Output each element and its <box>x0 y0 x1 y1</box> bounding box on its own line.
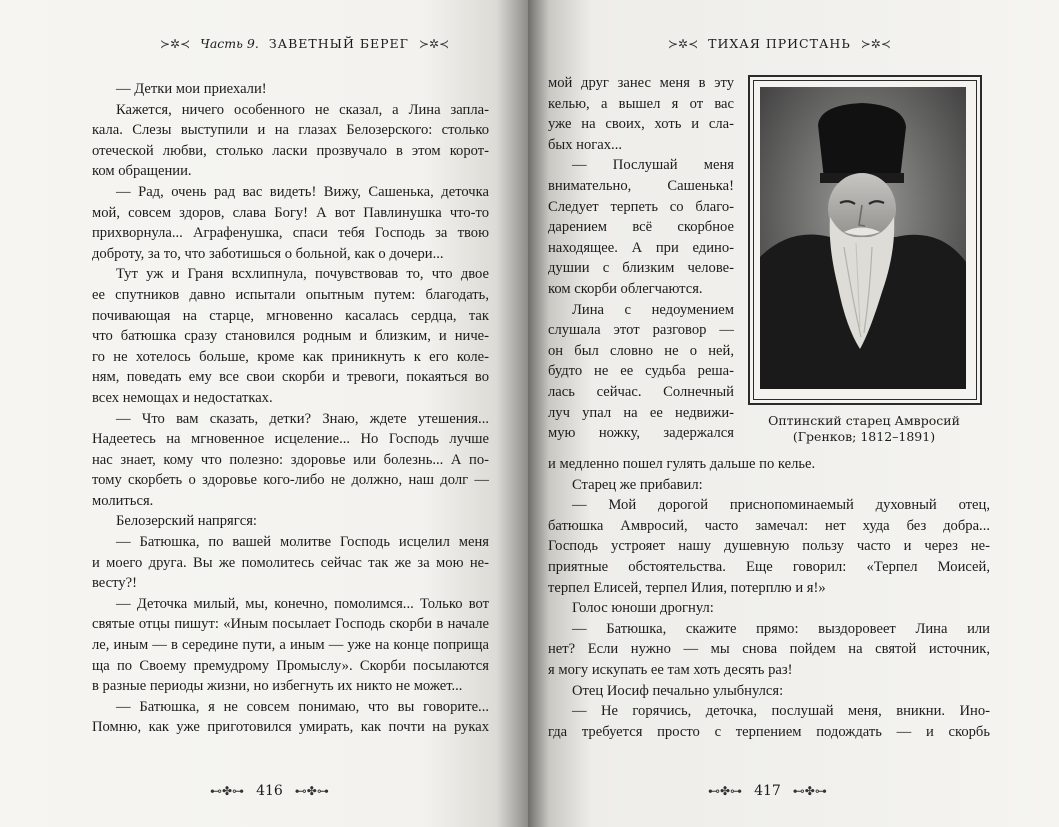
text-line: будто не ее судьба реша- <box>548 363 734 380</box>
text-line: — Батюшка, по вашей молитве Господь исцелил меня <box>116 534 489 551</box>
text-line: — Послушай меня <box>572 157 734 174</box>
text-line: ням, поведать ему все свои скорби и тревоги, покаяться во <box>92 369 489 386</box>
text-line: Тут уж и Граня всхлипнула, почувствовав то, что двое <box>116 266 489 283</box>
left-page <box>0 0 528 827</box>
text-line: что батюшка сразу становился родным и близким, и ниче- <box>92 328 489 345</box>
text-line: луч упал на ее недвижи- <box>548 404 734 421</box>
footer-ornament-right: ⊷✤⊶ <box>792 784 827 798</box>
text-line: ком скорби облегчаются. <box>548 280 703 297</box>
text-line: нас знает, кому что полезно: здоровье или болезнь... А по- <box>92 451 489 468</box>
footer-ornament-left: ⊷✤⊶ <box>210 784 245 798</box>
text-line: — Деточка милый, мы, конечно, помолимся... Только вот <box>116 595 489 612</box>
text-line: Старец же прибавил: <box>572 476 703 493</box>
text-line: нет? Если нужно — мы снова пойдем на святой источник, <box>548 641 990 658</box>
text-line: святые отцы пишут: «Иным посылает Господь скорби в начале <box>92 616 489 633</box>
text-line: душии с близким челове- <box>548 260 734 277</box>
text-line: Голос юноши дрогнул: <box>572 600 714 617</box>
text-line: ща по Своему премудрому Промыслу». Скорби посылаются <box>92 657 489 674</box>
left-footer <box>210 783 329 799</box>
photo-frame <box>748 75 982 405</box>
text-line: — Рад, очень рад вас видеть! Вижу, Сашенька, деточка <box>116 183 489 200</box>
text-line: — Батюшка, я не совсем понимаю, что вы говорите... <box>116 698 489 715</box>
text-line: терпел Елисей, терпел Илия, потерплю и я!» <box>548 579 826 596</box>
text-line: Господь устрояет нашу душевную пользу часто и через не- <box>548 538 990 555</box>
text-line: келью, а вышел я от вас <box>548 95 734 112</box>
portrait-figure <box>748 75 980 445</box>
right-page <box>528 0 1059 827</box>
caption-line: Оптинский старец Амвросий <box>768 413 960 428</box>
text-line: Отец Иосиф печально улыбнулся: <box>572 682 784 699</box>
text-line: Кажется, ничего особенного не сказал, а Лина запла- <box>116 101 489 118</box>
header-ornament-right: ≻✲≺ <box>418 36 450 51</box>
text-line: почивающая на старце, мгновенно касалась сердца, так <box>92 307 489 324</box>
text-line: отеческой любви, столько ласки прозвучало в этом корот- <box>92 142 489 159</box>
text-line: доброту, за то, что заботишься о больной, как о дочери... <box>92 245 444 262</box>
text-line: он был словно не о ней, <box>548 342 734 359</box>
left-running-header <box>160 36 449 51</box>
text-line: тому скорбеть о здоровье кого-либо не должно, наш долг — <box>92 472 489 489</box>
text-line: Помню, как уже приготовился умирать, как почти на руках <box>92 719 489 736</box>
text-line: и медленно пошел гулять дальше по келье. <box>548 456 816 472</box>
text-line: го не хотелось больше, кроме как приникнуть к его коле- <box>92 348 489 365</box>
text-line: уже на своих, хоть и сла- <box>548 116 734 133</box>
text-line: слушала этот разговор — <box>548 322 734 339</box>
text-line: внимательно, Сашенька! <box>548 177 734 194</box>
footer-ornament-left: ⊷✤⊶ <box>708 784 743 798</box>
text-line: лась сейчас. Солнечный <box>548 383 734 400</box>
header-ornament-left: ≻✲≺ <box>160 36 191 51</box>
text-line: я могу искупать ее там хоть десять раз! <box>548 661 793 678</box>
text-line: Надеетесь на мгновенное исцеление... Но Господь лучше <box>92 431 489 448</box>
text-line: молиться. <box>92 492 154 509</box>
footer-ornament-right: ⊷✤⊶ <box>294 784 329 798</box>
right-running-header <box>668 36 891 51</box>
text-line: — Детки мои приехали! <box>116 81 267 97</box>
text-line: бых ногах... <box>548 136 622 153</box>
page-number: 417 <box>754 783 781 799</box>
text-line: мую ножку, задержался <box>548 425 734 442</box>
caption-line: (Гренков; 1812–1891) <box>792 429 936 444</box>
elder-portrait-photo <box>760 87 966 389</box>
text-line: всех немощах и недостатках. <box>92 389 273 406</box>
text-line: — Что вам сказать, детки? Знаю, ждете утешения... <box>116 410 489 427</box>
text-line: и моего друга. Вы же помолитесь сейчас так же за мою не- <box>92 554 489 571</box>
text-line: — Мой дорогой приснопоминаемый духовный отец, <box>572 497 990 514</box>
text-line: приятные обстоятельства. Еще говорил: «Терпел Моисей, <box>548 558 990 575</box>
text-line: мой, совсем здоров, слава Богу! А вот Павлинушка что-то <box>92 204 489 221</box>
right-body-text <box>548 454 990 742</box>
text-line: дарением всё скорбное <box>548 219 734 236</box>
text-line: — Батюшка, скажите прямо: выздоровеет Лина или <box>572 620 990 637</box>
text-line: Белозерский напрягся: <box>116 513 257 530</box>
chapter-title: ЗАВЕТНЫЙ БЕРЕГ <box>268 36 409 51</box>
text-line: мой друг занес меня в эту <box>548 75 734 91</box>
text-line: батюшка Амвросий, часто замечал: нет худа без добра... <box>548 517 990 534</box>
text-line: гда требуется просто с терпением подождать — и скорбь <box>548 723 990 740</box>
figure-caption <box>748 413 980 445</box>
text-line: Следует терпеть со благо- <box>548 198 734 215</box>
text-line: ком обращении. <box>92 163 192 180</box>
text-line: находящее. А при едино- <box>548 239 734 256</box>
right-footer <box>708 783 827 799</box>
text-line: весту?! <box>92 575 137 592</box>
chapter-title: ТИХАЯ ПРИСТАНЬ <box>708 36 851 51</box>
part-label: Часть 9. <box>200 36 259 51</box>
text-line: кала. Слезы выступили и на глазах Белозерского: столько <box>92 122 489 139</box>
left-body-text <box>92 79 489 738</box>
right-column-text <box>548 73 734 444</box>
text-line: в разные периоды жизни, но избегнуть их никто не может... <box>92 678 463 695</box>
text-line: Лина с недоумением <box>572 301 734 318</box>
text-line: — Не горячись, деточка, послушай меня, вникни. Ино- <box>572 703 990 720</box>
text-line: прихворнула... Аграфенушка, спаси тебя Господь за твою <box>92 225 489 242</box>
header-ornament-right: ≻✲≺ <box>860 36 891 51</box>
text-line: ле, иным — в середине пути, а иным — уже на конце поприща <box>92 637 489 654</box>
page-number: 416 <box>256 783 283 799</box>
header-ornament-left: ≻✲≺ <box>668 36 699 51</box>
text-line: ее спутников давно испытали опытным путем: благодать, <box>92 286 489 303</box>
